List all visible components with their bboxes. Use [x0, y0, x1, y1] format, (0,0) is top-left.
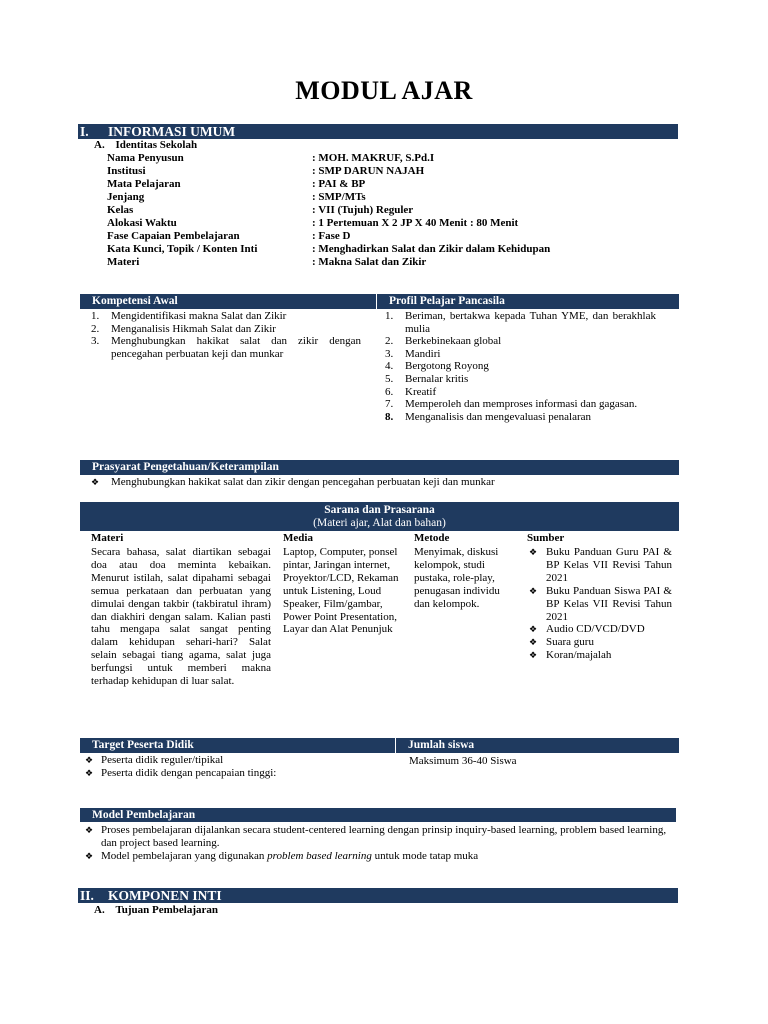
identitas-row-label: Mata Pelajaran — [107, 178, 181, 190]
list-item — [385, 348, 656, 361]
list-text: Bernalar kritis — [405, 372, 469, 385]
identitas-row-value: : Makna Salat dan Zikir — [312, 256, 427, 268]
jumlah-header: Jumlah siswa — [395, 738, 679, 753]
list-item — [529, 585, 672, 624]
model-header: Model Pembelajaran — [80, 808, 676, 822]
identitas-row — [107, 152, 687, 165]
list-number: 2. — [91, 322, 100, 335]
section-informasi-umum — [78, 124, 678, 139]
section-number: I. — [80, 124, 89, 139]
col-materi-header: Materi — [91, 532, 124, 544]
kompetensi-header: Kompetensi Awal — [92, 295, 178, 307]
identitas-row — [107, 256, 687, 269]
identitas-row-label: Fase Capaian Pembelajaran — [107, 230, 240, 242]
list-item — [85, 824, 677, 850]
list-text: Berkebinekaan global — [405, 335, 502, 348]
identitas-row — [107, 243, 687, 256]
identitas-row-value: : Fase D — [312, 230, 351, 242]
list-text: Koran/majalah — [546, 649, 612, 662]
identitas-label: Identitas Sekolah — [115, 139, 198, 151]
page-title: MODUL AJAR — [295, 76, 473, 105]
list-item — [385, 398, 656, 411]
list-text: Beriman, bertakwa kepada Tuhan YME, dan berakhlak mulia — [405, 310, 656, 335]
profil-header: Profil Pelajar Pancasila — [376, 294, 679, 309]
tujuan-label: Tujuan Pembelajaran — [115, 904, 219, 916]
list-text: Suara guru — [546, 636, 594, 649]
list-item — [85, 767, 303, 780]
list-item — [529, 649, 672, 662]
identitas-row-value: : MOH. MAKRUF, S.Pd.I — [312, 152, 435, 164]
list-item — [85, 850, 677, 863]
list-text: untuk mode tatap muka — [371, 850, 479, 862]
identitas-row-label: Nama Penyusun — [107, 152, 184, 164]
list-text: Menganalisis Hikmah Salat dan Zikir — [111, 322, 276, 335]
diamond-bullet-icon: ❖ — [85, 851, 94, 861]
materi-text: Secara bahasa, salat diartikan sebagai doa atau doa meminta kebaikan. Menurut istilah, salat dipahami sebagai semua perkataan dan perbuatan yang dimulai dengan takbir (takbiratul ihram) dan diakhiri dengan salam. Kalian pasti tahu mengapa salat sangat penting dalam kehidupan sehari-hari? Salat selain sebagai tiang agama, salat juga berfungsi untuk memberi makna terhadap kehidupan di luar salat. — [91, 546, 271, 688]
diamond-bullet-icon: ❖ — [529, 547, 538, 557]
list-number: 5. — [385, 372, 394, 385]
metode-text: Menyimak, diskusi kelompok, studi pustaka, role-play, penugasan individu dan kelompok. — [414, 546, 500, 610]
list-text: Proses pembelajaran dijalankan secara student-centered learning dengan prinsip inquiry-based learning, problem based learning, dan project based learning. — [101, 824, 667, 849]
identitas-row — [107, 165, 687, 178]
list-text: Bergotong Royong — [405, 360, 489, 373]
media-text: Laptop, Computer, ponsel pintar, Jaringan internet, Proyektor/LCD, Rekaman untuk Listening, Loud Speaker, Film/gambar, Power Point Presentation, Layar dan Alat Penunjuk — [283, 546, 399, 636]
identitas-row — [107, 191, 687, 204]
section-label: INFORMASI UMUM — [108, 124, 236, 139]
diamond-bullet-icon: ❖ — [529, 637, 538, 648]
list-text: Menghubungkan hakikat salat dan zikir dengan pencegahan perbuatan keji dan munkar — [111, 335, 361, 360]
identitas-row-label: Materi — [107, 256, 140, 268]
identitas-letter: A. — [94, 139, 105, 151]
diamond-bullet-icon: ❖ — [85, 755, 94, 765]
diamond-bullet-icon: ❖ — [529, 650, 538, 661]
list-text: Audio CD/VCD/DVD — [546, 623, 645, 636]
identitas-heading — [94, 139, 197, 152]
target-list — [85, 754, 303, 780]
list-item — [385, 373, 656, 386]
tujuan-letter: A. — [94, 904, 105, 916]
identitas-row-value: : Menghadirkan Salat dan Zikir dalam Kehidupan — [312, 243, 551, 255]
model-list — [85, 824, 677, 863]
sarana-header — [80, 502, 679, 531]
identitas-row-value: : SMP/MTs — [312, 191, 366, 203]
identitas-row-label: Kelas — [107, 204, 134, 216]
list-number: 2. — [385, 335, 394, 348]
list-number: 3. — [385, 347, 394, 360]
list-number: 4. — [385, 360, 394, 373]
identitas-row — [107, 217, 687, 230]
sarana-subtitle: (Materi ajar, Alat dan bahan) — [313, 517, 446, 529]
diamond-bullet-icon: ❖ — [85, 825, 94, 835]
col-sumber-header: Sumber — [527, 532, 565, 544]
identitas-row — [107, 230, 687, 243]
list-number: 1. — [91, 310, 100, 322]
list-item — [385, 310, 656, 335]
list-text: Mandiri — [405, 347, 441, 360]
list-text: Buku Panduan Guru PAI & BP Kelas VII Revisi Tahun 2021 — [546, 546, 672, 584]
identitas-row-value: : SMP DARUN NAJAH — [312, 165, 425, 177]
diamond-bullet-icon: ❖ — [91, 477, 100, 487]
identitas-row-value: : 1 Pertemuan X 2 JP X 40 Menit : 80 Menit — [312, 217, 519, 229]
list-item — [529, 546, 672, 585]
list-item — [385, 335, 656, 348]
identitas-row — [107, 204, 687, 217]
identitas-row-label: Jenjang — [107, 191, 145, 203]
list-text: Mengidentifikasi makna Salat dan Zikir — [111, 310, 287, 322]
identitas-row-label: Institusi — [107, 165, 146, 177]
profil-list — [385, 310, 656, 423]
identitas-row-label: Alokasi Waktu — [107, 217, 177, 229]
list-text-italic: problem based learning — [267, 850, 372, 862]
list-item — [529, 636, 672, 649]
col-metode-header: Metode — [414, 532, 450, 544]
target-header: Target Peserta Didik — [92, 739, 194, 751]
list-text: Peserta didik dengan pencapaian tinggi: — [101, 767, 277, 779]
list-number: 6. — [385, 385, 394, 398]
identitas-row-value: : VII (Tujuh) Reguler — [312, 204, 414, 216]
list-item — [385, 360, 656, 373]
list-number: 8. — [385, 410, 394, 423]
list-text: Buku Panduan Siswa PAI & BP Kelas VII Revisi Tahun 2021 — [546, 584, 672, 623]
kompetensi-profil-header — [80, 294, 679, 309]
prasyarat-item — [91, 476, 671, 489]
sarana-title: Sarana dan Prasarana — [324, 504, 435, 516]
list-number: 7. — [385, 398, 394, 411]
sumber-list — [529, 546, 672, 662]
list-number: 1. — [385, 310, 394, 322]
list-text: Peserta didik reguler/tipikal — [101, 754, 224, 766]
section-label: KOMPONEN INTI — [108, 888, 222, 903]
identitas-row-value: : PAI & BP — [312, 178, 366, 190]
target-jumlah-header — [80, 738, 679, 753]
tujuan-heading — [94, 904, 218, 917]
section-number: II. — [80, 888, 94, 903]
identitas-row — [107, 178, 687, 191]
diamond-bullet-icon: ❖ — [529, 624, 538, 635]
kompetensi-list — [91, 310, 361, 360]
list-item — [385, 411, 656, 424]
prasyarat-header: Prasyarat Pengetahuan/Keterampilan — [80, 460, 679, 475]
list-number: 3. — [91, 335, 100, 348]
list-text: Model pembelajaran yang digunakan — [101, 850, 268, 862]
section-komponen-inti — [78, 888, 678, 903]
list-item — [91, 323, 361, 336]
diamond-bullet-icon: ❖ — [529, 585, 538, 596]
list-text: Memperoleh dan memproses informasi dan gagasan. — [405, 398, 638, 411]
list-item — [385, 386, 656, 399]
prasyarat-text: Menghubungkan hakikat salat dan zikir dengan pencegahan perbuatan keji dan munkar — [111, 476, 495, 488]
list-item — [529, 623, 672, 636]
list-item — [85, 754, 303, 767]
col-media-header: Media — [283, 532, 313, 544]
list-item — [91, 310, 361, 323]
identitas-row-label: Kata Kunci, Topik / Konten Inti — [107, 243, 258, 255]
diamond-bullet-icon: ❖ — [85, 768, 94, 778]
jumlah-value: Maksimum 36-40 Siswa — [409, 755, 517, 767]
list-item — [91, 335, 361, 360]
list-text: Kreatif — [405, 385, 437, 398]
list-text: Menganalisis dan mengevaluasi penalaran — [405, 410, 592, 423]
